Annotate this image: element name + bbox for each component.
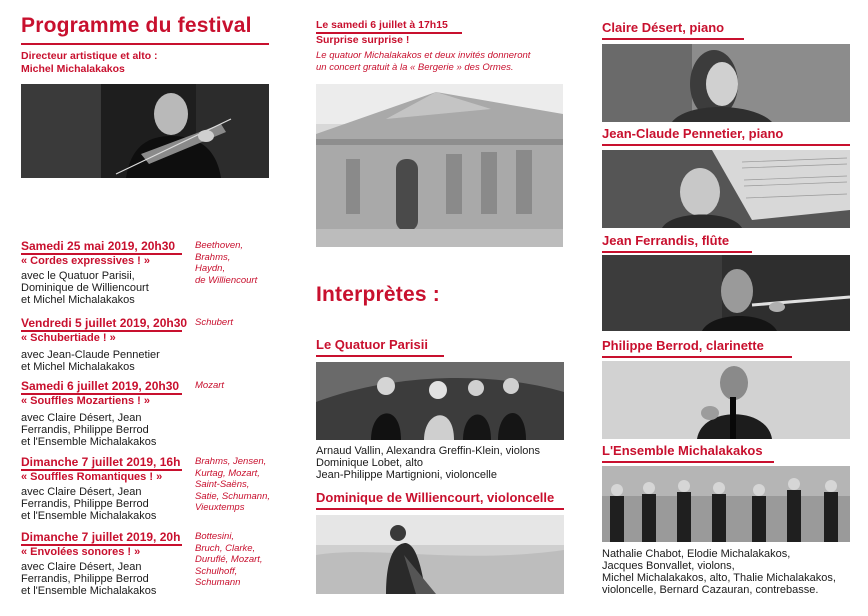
surprise-rule xyxy=(316,32,462,34)
event-5 xyxy=(21,530,180,597)
event-date: Samedi 6 juillet 2019, 20h30 xyxy=(21,379,180,393)
ferrandis-photo xyxy=(602,255,850,331)
surprise-line-1: Le quatuor Michalakakos et deux invités donneront xyxy=(316,50,531,61)
event-line: Ferrandis, Philippe Berrod xyxy=(21,424,149,436)
event-date: Samedi 25 mai 2019, 20h30 xyxy=(21,239,176,253)
composer: Schumann xyxy=(195,577,241,588)
event-rule xyxy=(21,253,182,255)
event-title: « Cordes expressives ! » xyxy=(21,255,151,267)
ensemble-photo xyxy=(602,466,850,542)
ensemble-line: violoncelle, Bernard Cazauran, contrebasse. xyxy=(602,584,819,596)
desert-rule xyxy=(602,38,744,40)
event-rule xyxy=(21,330,182,332)
composer: Satie, Schumann, xyxy=(195,490,270,502)
composer: Schubert xyxy=(195,317,234,328)
pennetier-name: Jean-Claude Pennetier, piano xyxy=(602,126,784,141)
event-4 xyxy=(21,455,180,522)
surprise-title: Surprise surprise ! xyxy=(316,34,410,46)
program-title: Programme du festival xyxy=(21,14,252,37)
ensemble-name: L'Ensemble Michalakakos xyxy=(602,443,763,458)
cellist-photo xyxy=(316,515,564,594)
quartet-photo xyxy=(316,362,564,440)
event-title: « Envolées sonores ! » xyxy=(21,546,141,558)
event-line: avec Jean-Claude Pennetier xyxy=(21,349,160,361)
ensemble-line: Nathalie Chabot, Elodie Michalakakos, xyxy=(602,548,791,560)
event-line: et l'Ensemble Michalakakos xyxy=(21,510,157,522)
director-label xyxy=(21,50,158,76)
surprise-line-2: un concert gratuit à la « Bergerie » des Ormes. xyxy=(316,62,514,73)
pennetier-photo xyxy=(602,150,850,228)
composer: Bottesini, xyxy=(195,531,235,542)
composer: Kurtag, Mozart, xyxy=(195,467,260,479)
composer: Brahms, Jensen, xyxy=(195,456,267,467)
event-1 xyxy=(21,239,175,306)
ensemble-rule xyxy=(602,461,774,463)
cellist-name: Dominique de Williencourt, violoncelle xyxy=(316,490,555,505)
composer: Duruflé, Mozart, xyxy=(195,554,263,565)
composer: Brahms, xyxy=(195,251,231,263)
event-title: « Schubertiade ! » xyxy=(21,332,116,344)
bergerie-photo xyxy=(316,84,563,247)
composer: Schulhoff, xyxy=(195,565,238,577)
event-rule xyxy=(21,544,182,546)
surprise-date: Le samedi 6 juillet à 17h15 xyxy=(316,19,448,31)
event-3-composers xyxy=(195,380,224,392)
event-line: et l'Ensemble Michalakakos xyxy=(21,436,157,448)
event-line: avec Claire Désert, Jean xyxy=(21,561,142,573)
director-line-2: Michel Michalakakos xyxy=(21,63,125,75)
performers-title: Interprètes : xyxy=(316,283,440,306)
event-rule xyxy=(21,393,182,395)
quartet-name: Le Quatuor Parisii xyxy=(316,337,428,352)
event-line: et l'Ensemble Michalakakos xyxy=(21,585,157,597)
event-line: Dominique de Williencourt xyxy=(21,282,149,294)
cellist-rule xyxy=(316,508,564,510)
event-date: Dimanche 7 juillet 2019, 20h xyxy=(21,530,181,544)
event-line: Ferrandis, Philippe Berrod xyxy=(21,573,149,585)
composer: Saint-Saëns, xyxy=(195,479,250,490)
quartet-line: Jean-Philippe Martignioni, violoncelle xyxy=(316,469,497,481)
quartet-members xyxy=(316,445,540,481)
quartet-rule xyxy=(316,355,444,357)
event-4-composers xyxy=(195,456,270,514)
berrod-rule xyxy=(602,356,792,358)
surprise-block xyxy=(316,19,530,74)
berrod-photo xyxy=(602,361,850,439)
quartet-line: Arnaud Vallin, Alexandra Greffin-Klein, violons xyxy=(316,445,540,457)
director-line-1: Directeur artistique et alto : xyxy=(21,50,158,62)
event-2 xyxy=(21,316,187,373)
composer: de Williencourt xyxy=(195,274,258,286)
event-3 xyxy=(21,379,179,448)
event-1-composers xyxy=(195,240,257,286)
event-title: « Souffles Mozartiens ! » xyxy=(21,395,150,407)
event-line: et Michel Michalakakos xyxy=(21,294,135,306)
event-line: avec Claire Désert, Jean xyxy=(21,412,142,424)
pennetier-rule xyxy=(602,144,850,146)
desert-photo xyxy=(602,44,850,122)
event-date: Dimanche 7 juillet 2019, 16h xyxy=(21,455,181,469)
ferrandis-name: Jean Ferrandis, flûte xyxy=(602,233,730,248)
ensemble-line: Jacques Bonvallet, violons, xyxy=(602,560,735,572)
event-line: avec le Quatuor Parisii, xyxy=(21,270,135,282)
event-5-composers xyxy=(195,531,263,589)
ensemble-members xyxy=(602,548,836,596)
event-line: et Michel Michalakakos xyxy=(21,361,135,373)
composer: Bruch, Clarke, xyxy=(195,542,256,554)
composer: Vieuxtemps xyxy=(195,502,245,513)
composer: Mozart xyxy=(195,380,225,391)
berrod-name: Philippe Berrod, clarinette xyxy=(602,338,764,353)
director-photo xyxy=(21,84,269,178)
event-line: avec Claire Désert, Jean xyxy=(21,486,142,498)
quartet-line: Dominique Lobet, alto xyxy=(316,457,424,469)
desert-name: Claire Désert, piano xyxy=(602,20,725,35)
event-date: Vendredi 5 juillet 2019, 20h30 xyxy=(21,316,188,330)
event-rule xyxy=(21,469,182,471)
event-title: « Souffles Romantiques ! » xyxy=(21,471,163,483)
ferrandis-rule xyxy=(602,251,752,253)
composer: Haydn, xyxy=(195,263,226,274)
composer: Beethoven, xyxy=(195,240,244,251)
ensemble-line: Michel Michalakakos, alto, Thalie Michalakakos, xyxy=(602,572,836,584)
title-rule xyxy=(21,43,269,45)
event-2-composers xyxy=(195,317,233,329)
event-line: Ferrandis, Philippe Berrod xyxy=(21,498,149,510)
